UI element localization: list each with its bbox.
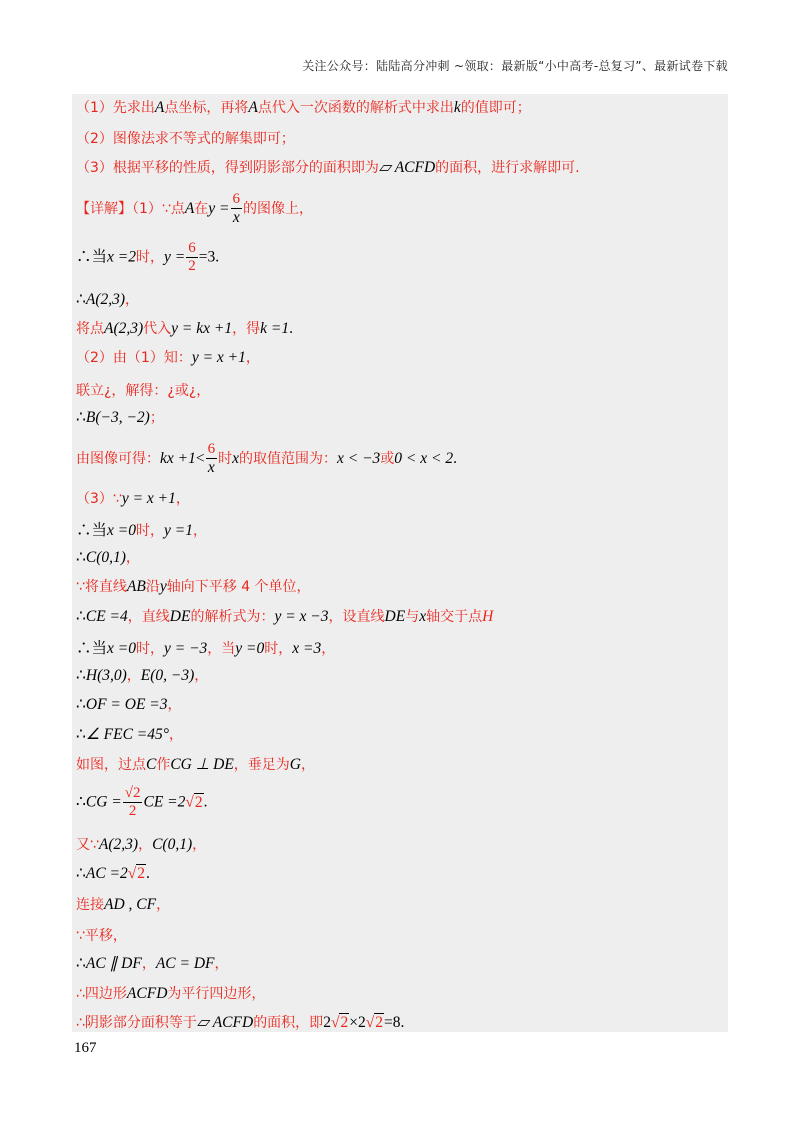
solution-line-15: ∴H(3,0)，E(0, −3)， [76,667,209,684]
solution-line-4: 将点A(2,3)代入y = kx +1，得k =1. [76,320,293,337]
page-number: 167 [74,1040,97,1056]
solution-panel [72,94,728,1032]
solution-line-26: ∴阴影部分面积等于▱ ACFD的面积，即2√2×2√2=8. [76,1014,405,1031]
solution-line-13: ∴CE =4，直线DE的解析式为：y = x −3，设直线DE与x轴交于点H [76,608,494,625]
solution-line-23: ∵平移， [76,928,127,944]
solution-line-17: ∴∠ FEC =45°， [76,726,183,743]
solution-line-5: （2）由（1）知：y = x +1， [76,349,260,366]
hint-2: （2）图像法求不等式的解集即可； [76,131,295,147]
solution-line-25: ∴四边形ACFD为平行四边形， [76,985,266,1002]
solution-line-7: ∴B(−3, −2)； [76,409,164,426]
solution-line-18: 如图，过点C作CG ⊥ DE，垂足为G， [76,756,315,773]
solution-line-21: ∴AC =2√2. [76,865,150,882]
page-header: 关注公众号：陆陆高分冲刺 ~领取：最新版“小中高考-总复习”、最新试卷下载 [302,59,728,73]
hint-1: （1）先求出A点坐标，再将A点代入一次函数的解析式中求出k的值即可； [76,99,531,116]
solution-line-20: 又∵A(2,3)，C(0,1)， [76,836,207,853]
solution-line-19: ∴CG = $\frac{√2}{2}$ CE =2√2. [76,785,208,819]
hint-3: （3）根据平移的性质，得到阴影部分的面积即为▱ ACFD的面积，进行求解即可. [76,159,580,176]
solution-line-14: ∴当x =0时，y = −3，当y =0时，x =3， [76,640,336,657]
solution-line-6: 联立¿，解得：¿或¿， [76,383,211,399]
solution-line-10: ∴当x =0时，y =1， [76,522,207,539]
solution-line-2: ∴当x =2时，y = $\frac{6}{2}$ =3. [76,240,220,274]
solution-line-16: ∴OF = OE =3， [76,696,182,713]
solution-line-11: ∴C(0,1)， [76,549,140,566]
solution-line-22: 连接AD , CF， [76,896,171,913]
solution-line-12: ∵将直线AB沿y轴向下平移 4 个单位， [76,578,311,595]
solution-line-3: ∴A(2,3)， [76,291,140,308]
solution-line-9: （3）∵y = x +1， [76,490,190,507]
solution-line-8: 由图像可得：kx +1< $\frac{6}{x}$ 时x的取值范围为：x < −3或0 < x < 2. [76,441,457,476]
solution-line-1: 【详解】（1）∵点A在y = $\frac{6}{x}$ 的图像上， [76,191,314,226]
solution-line-24: ∴AC ∥ DF，AC = DF， [76,955,229,972]
